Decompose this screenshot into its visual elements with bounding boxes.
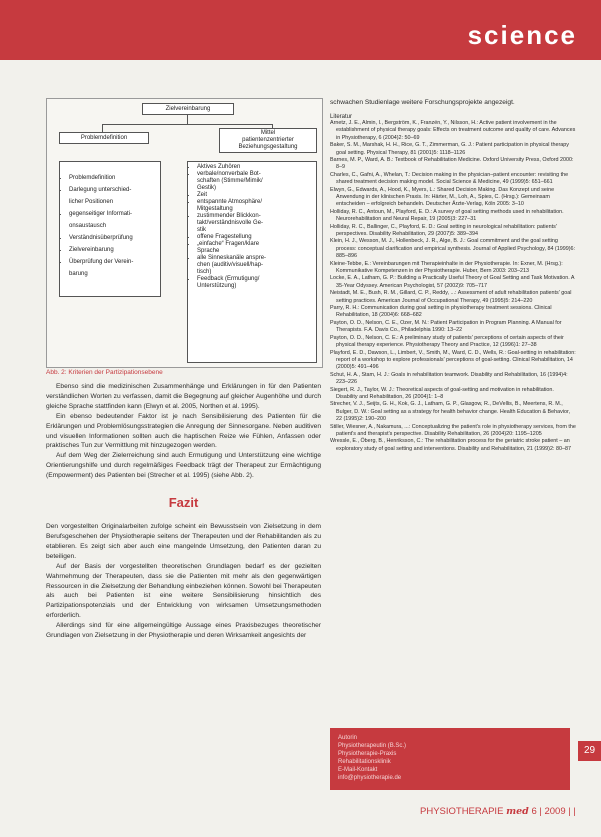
reference-item: Baker, S. M., Marshak, H. H., Rice, G. T., Zimmerman, G. J.: Patient participation in physical therapy goal setting. Physical Therapy, 81 (2001)5: 1118–1126: [330, 142, 569, 156]
reference-item: Parry, R. H.: Communication during goal setting in physiotherapy treatment sessions. Clinical Rehabilitation, 18 (2004)6: 668–682: [330, 305, 552, 319]
fazit-heading: Fazit: [168, 495, 199, 511]
reference-item: Holliday, R. C., Antoun, M., Playford, E. D.: A survey of goal setting methods used in rehabilitation. Neurorehabilitation and Neural Repair, 19 (2005)3: 227–31: [330, 208, 564, 223]
reference-item: Wressle, E., Öberg, B., Henriksson, C.: The rehabilitation process for the geriatric stroke patient – an exploratory study of goal setting and interventions. Disability and Rehabilitation, 21 (1999)2: 80–87: [330, 438, 571, 452]
diagram-right-list: [187, 161, 317, 363]
info-line: Rehabilitationsklinik: [338, 759, 391, 765]
header-bar: [0, 0, 601, 60]
diagram-left-item: • Darlegung unterschied- licher Positionen: [69, 184, 160, 208]
body-paragraph: Ebenso sind die medizinischen Zusammenhänge und Erklärungen in für den Patienten verständlichen Worten zu verfassen, damit die Begegnung auf gleicher Augenhöhe und durch gleiche Sprache stattfinden kann (Elwyn et al. 2005, Northen et al. 1995).: [46, 383, 321, 410]
journal-issue: 6 | 2009 | |: [531, 806, 576, 817]
journal-name: PHYSIOTHERAPIE: [420, 806, 504, 817]
reference-item: Klein, H. J., Wesson, M. J., Hollenbeck, J. R., Alge, B. J.: Goal commitment and the goal setting process: conceptual clarification and empirical synthesis. Journal of Applied Psychology, 84 (1999)6: 885–896: [330, 238, 576, 260]
reference-item: Holliday, R. C., Ballinger, C., Playford, E. D.: Goal setting in neurological rehabilitation: patients' perspectives. Disability Rehabilitation, 29 (2007)5: 389–394: [330, 223, 557, 237]
reference-item: Stiller, Wiesner, A., Nakamura, ...: Conceptualizing the patient's role in physiotherapy services, from the patient's and therapist's perspective. Disability Rehabilitation, 26 (2004)20: 1195–1205: [330, 423, 576, 437]
info-line: Physiotherapeutin (B.Sc.): [338, 743, 407, 749]
left-column: [46, 382, 321, 641]
diagram-left-item: • Zielvereinbarung: [69, 244, 160, 256]
figure-caption: Abb. 2: Kriterien der Partizipationsebene: [46, 369, 163, 376]
reference-item: Kleine-Tebbe, E.: Vereinbarungen mit Therapieinhalte in der Physiotherapie. In: Exner, M. (Hrsg.): Kommunikative Kompetenzen in der Physiotherapie. Huber, Bern 2003: 203–213: [330, 260, 563, 275]
diagram-right-item: • verbale/nonverbale Bot- schaften (Stimme/Mimik/ Gestik): [197, 171, 316, 192]
body-paragraph: Auf der Basis der vorgestellten theoretischen Grundlagen bedarf es der gezielten Wahrnehmung der Therapeuten, dass sie die Patienten mit mehr als den gegenwärtigen Ressourcen in die Zielsetzung der Behandlung einbeziehen können. Sowohl bei Therapeuten als auch bei Patienten ist eine weitere Sensibilisierung hinsichtlich des Partizipationspotenzials und der Entwicklung von wirksamen Umsetzungsmethoden erforderlich.: [46, 562, 321, 620]
body-paragraph: schwachen Studienlage weitere Forschungsprojekte angezeigt.: [330, 99, 515, 106]
section-title: science: [467, 20, 577, 50]
reference-item: Strecher, V. J., Seijts, G. H., Kok, G. J., Latham, G. P., Glasgow, R., DeVellis, B., Meertens, R. M., Bulger, D. W.: Goal setting as a strategy for health behavior change. Health Education & Behavior, 22 (1995)2: 190–200: [330, 401, 571, 423]
reference-item: Charles, C., Gafni, A., Whelan, T.: Decision making in the physician–patient encounter: revisiting the shared treatment decision making model. Social Science & Medicine, 49 (1999)5: 651–661: [330, 171, 569, 186]
diagram-left-item: • Problemdefinition: [69, 172, 160, 184]
diagram-right-item: • offene Fragestellung: [197, 234, 316, 241]
info-line: info@physiotherapie.de: [338, 775, 402, 781]
diagram-right-item: • alle Sinneskanäle anspre- chen (auditiv/visuell/hap- tisch): [197, 255, 316, 276]
reference-item: Barnes, M. P., Ward, A. B.: Textbook of Rehabilitation Medicine. Oxford University Press, Oxford 2000: 8–9: [330, 156, 574, 171]
diagram-left-item: • Überprüfung der Verein- barung: [69, 256, 160, 280]
reference-list: [330, 120, 576, 453]
diagram-left-header: Problemdefinition: [59, 132, 149, 144]
diagram-top-box: Zielvereinbarung: [142, 103, 234, 115]
diagram-connector: [187, 114, 188, 124]
diagram-right-item: • zustimmender Blickkon- takt/verständnisvolle Ge- stik: [197, 213, 316, 234]
diagram-left-list: [59, 161, 161, 297]
diagram-right-item: • Aktives Zuhören: [197, 164, 316, 171]
diagram-left-item: • gegenseitiger Informati- onsaustausch: [69, 208, 160, 232]
diagram-right-item: • entspannte Atmosphäre/ Mitgestaltung: [197, 199, 316, 213]
info-line: Autorin: [338, 735, 358, 741]
reference-item: Locke, E. A., Latham, G. P.: Building a Practically Useful Theory of Goal Setting and Task Motivation. A 35-Year Odyssey. American Psychologist, 57 (2002)9: 705–717: [330, 275, 575, 289]
diagram-connector: [102, 124, 103, 132]
reference-item: Schut, H. A., Stam, H. J.: Goals in rehabilitation teamwork. Disability and Rehabilitation, 16 (1994)4: 223–226: [330, 371, 568, 386]
reference-item: Payton, O. D., Nelson, C. E.: A preliminary study of patients' perceptions of certain aspects of their physical therapy experience. Physiotherapy Theory and Practice, 12 (1996)1: 27–38: [330, 334, 564, 349]
diagram-right-item: • Zeit: [197, 192, 316, 199]
reference-item: Elwyn, G., Edwards, A., Hood, K., Myers, L.: Shared Decision Making. Das Konzept und seine Anwendung in der klinischen Praxis. In: Härter, M., Loh, A., Spies, C. (Hrsg.): Gemeinsam entscheiden – erfolgreich behandeln. Deutscher Ärzte-Verlag, Köln 2005: 3–10: [330, 186, 555, 208]
info-line: Physiotherapie-Praxis: [338, 751, 397, 757]
body-paragraph: Allerdings sind für eine allgemeingültige Aussage eines Praxisbezuges theoretischer Grundlagen von Zielsetzung in der Physiotherapie und deren Wirksamkeit angesichts der: [46, 622, 321, 640]
reference-item: Payton, O. D., Nelson, C. E., Ozer, M. N.: Patient Participation in Program Planning. A Manual for Therapists. F.A. Davis Co., Philadelphia 1990: 13–22: [330, 319, 562, 334]
journal-footer: [420, 806, 576, 817]
diagram-left-item: • Verständnisüberprüfung: [69, 232, 160, 244]
diagram-middle-header: Mittel patientenzentrierter Beziehungsgestaltung: [219, 128, 317, 153]
diagram-right-item: • „einfache“ Fragen/klare Sprache: [197, 241, 316, 255]
reference-item: Siegert, R. J., Taylor, W. J.: Theoretical aspects of goal-setting and motivation in rehabilitation. Disability and Rehabilitation, 26 (2004)1: 1–8: [330, 386, 554, 400]
reference-item: Neistadt, M. E., Bush, R. M., Gillard, C. P., Reddy, ...: Assessment of adult rehabilitation patients' goal setting practices. American Journal of Occupational Therapy, 49 (1995)5: 214–220: [330, 290, 572, 304]
right-column: [330, 98, 576, 453]
reference-item: Playford, E. D., Dawson, L., Limbert, V., Smith, M., Ward, C. D., Wells, R.: Goal-setting in rehabilitation: report of a workshop to explore professionals' perceptions of goal-setting. Clinical Rehabilitation, 14 (2000)5: 491–496: [330, 349, 576, 371]
journal-med: med: [506, 806, 529, 817]
body-paragraph: Auf dem Weg der Zielerreichung sind auch Ermutigung und Unterstützung eine wichtige Orientierungshilfe und durch regelmäßiges Feedback trägt der Therapeut zur Ermächtigung (Empowerment) des Patienten bei (Strecher et al. 1995) (siehe Abb. 2).: [46, 452, 321, 480]
diagram-connector: [102, 124, 272, 125]
diagram-right-item: • Feedback (Ermutigung/ Unterstützung): [197, 276, 316, 290]
references-heading: Literatur: [330, 113, 353, 120]
figure-diagram: [46, 98, 323, 368]
reference-item: Arnetz, J. E., Almin, I., Bergström, K., Franzén, Y., Nilsson, H.: Active patient involvement in the establishment of physical therapy goals: Effects on treatment outcome and quality of care. Advances in Physiotherapy, 6 (2004)2: 50–69: [330, 119, 576, 141]
author-info-box: [330, 728, 570, 790]
body-paragraph: Den vorgestellten Originalarbeiten zufolge scheint ein Bewusstsein von Zielsetzung in dem Berufsgeschehen der Physiotherapie seitens der Therapeuten und der Rehabilitanden als zu etablieren. Es zeigt sich aber auch eine mangelnde Umsetzung, den Patienten daran zu beteiligen.: [46, 523, 321, 560]
info-line: E-Mail-Kontakt: [338, 767, 378, 773]
body-paragraph: Ein ebenso bedeutender Faktor ist je nach Sensibilisierung des Patienten für die Erklärungen und Problemlösungsstrategien die Anregung der Sinnesorgane. Neben auditiven und visuellen Informationen sollten auch die haptischen Reize wie Fühlen, Anfassen oder praktisches Tun zur Vermittlung mit hinzugezogen werden.: [46, 412, 321, 450]
page-number: 29: [578, 741, 601, 761]
